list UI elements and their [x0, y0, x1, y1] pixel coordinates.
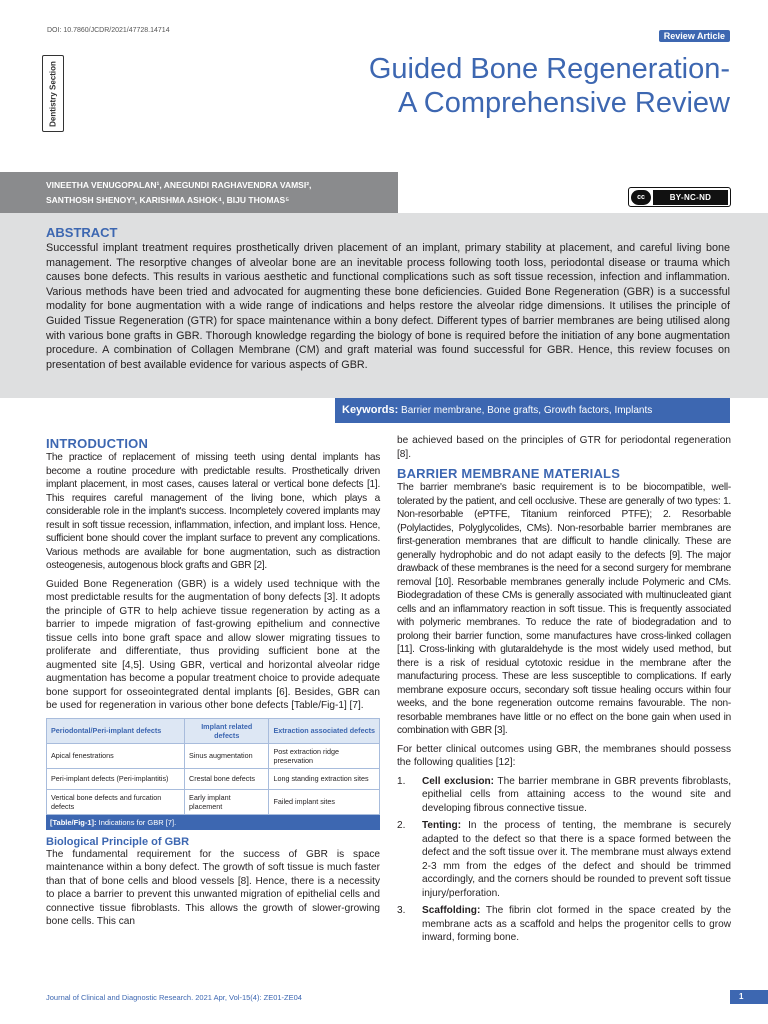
table-cell: Failed implant sites [269, 789, 380, 814]
list-term: Scaffolding: [422, 905, 481, 916]
list-number: 3. [397, 905, 406, 916]
barrier-membrane-heading: BARRIER MEMBRANE MATERIALS [397, 466, 621, 481]
keywords-text: Barrier membrane, Bone grafts, Growth factors, Implants [398, 405, 653, 416]
table-header-cell: Extraction associated defects [269, 718, 380, 743]
table-row [47, 768, 380, 789]
list-number: 1. [397, 775, 406, 787]
journal-footer: Journal of Clinical and Diagnostic Research. 2021 Apr, Vol-15(4): ZE01-ZE04 [46, 993, 302, 1002]
list-item [397, 775, 731, 816]
authors-line-2: SANTHOSH SHENOY³, KARISHMA ASHOK⁴, BIJU THOMAS⁵ [46, 195, 290, 205]
continued-paragraph: be achieved based on the principles of GTR for periodontal regeneration [8]. [397, 435, 731, 460]
article-title [270, 52, 730, 120]
table-cell: Apical fenestrations [47, 743, 185, 768]
page-number: 1 [730, 990, 768, 1004]
cc-logo-icon: cc [631, 190, 651, 205]
table-cell: Post extraction ridge preservation [269, 743, 380, 768]
list-text: In the process of tenting, the membrane is securely adapted to the defect so that there is a space formed between the defect and the soft tissue over it. The membrane must always extend 2-3 mm from the edges of the defect and should be trimmed accordingly, and the corners should be rounded to prevent soft tissue injury/perforation. [422, 820, 731, 899]
biological-principle-text: The fundamental requirement for the success of GBR is space maintenance within a bony defect. The growth of soft tissue is much faster than that of bone cells and blood vessels [8]. Hence, there is a necessity to place a barrier to prevent this unwanted migration of epithelial cells and connective tissue fibroblasts. This allows the growth of slower-growing bone cells. This can [46, 848, 380, 927]
list-number: 2. [397, 820, 406, 831]
introduction-paragraph-1: The practice of replacement of missing teeth using dental implants has become a routine procedure with predictable results. Prosthetically driven implant placement, in most cases, causes lateral or vertical bone defects [1]. This requires careful management of the living bone, which plays a considerable role in the implant's success. Incompletely covered implants may result in soft tissue recession, inflammation, infection, and implant loss. Hence, sufficient bone should cover the implant surface to prevent any complications. Various methods are available for bone augmentation, such as distraction osteogenesis, autogenous block grafts and GBR [2]. [46, 452, 380, 571]
biological-principle-heading: Biological Principle of GBR [46, 835, 190, 848]
keywords-label: Keywords: [342, 404, 399, 416]
right-column [397, 434, 731, 949]
keywords-row [0, 398, 768, 423]
list-term: Tenting: [422, 820, 462, 831]
section-tab [42, 55, 64, 132]
table-cell: Long standing extraction sites [269, 768, 380, 789]
left-column [46, 434, 380, 934]
abstract-section [0, 213, 768, 398]
table-cell: Crestal bone defects [185, 768, 269, 789]
table-cell: Peri-implant defects (Peri-implantitis) [47, 768, 185, 789]
introduction-heading: INTRODUCTION [46, 436, 149, 451]
table-header-cell: Periodontal/Peri-implant defects [47, 718, 185, 743]
introduction-paragraph-2: Guided Bone Regeneration (GBR) is a widely used technique with the most predictable results for the augmentation of bony defects [3]. It adopts the principle of GTR to help achieve tissue regeneration by acting as a barrier to impede migration of fast-growing epithelium and connective tissue cells into bone graft space and allow slower migrating tissues to proliferate and differentiate, thus providing sufficient bone at the augmented site [4,5]. Using GBR, vertical and horizontal alveolar ridge augmentation has become a popular treatment choice to provide adequate bone support for osseointegrated dental implants [6]. Besides, GBR can be used for regeneration in various other bone defects [Table/Fig-1] [7]. [46, 578, 380, 711]
table-caption-label: [Table/Fig-1]: [50, 817, 97, 827]
membrane-qualities-list [397, 775, 731, 945]
table-header-row [47, 718, 380, 743]
authors-bar [0, 172, 398, 213]
abstract-text: Successful implant treatment requires prosthetically driven placement of an implant, primary stability at placement, and careful living bone management. The resorptive changes of alveolar bone are an inevitable process following tooth loss, periodontal disease or trauma which causes bone defects. This results in various aesthetic and functional complications such as soft tissue recession, infection and inflammation. Various methods have been tried and advocated for augmenting these bone deficiencies. Guided Bone Regeneration (GBR) is a successful modality for bone augmentation with a wide range of indications and helps restore the alveolar ridge dimensions. It utilises the principle of Guided Tissue Regeneration (GTR) for space maintenance within a bony defect. Different types of barrier membranes are being utilised along with various bone grafts in GBR. Thorough knowledge regarding the biology of bone is required before the initiation of any bone augmentation procedure. A combination of Collagen Membrane (CM) and graft material was found successful for GBR. Hence, this review focuses on presentation of best available evidence for various aspects of GBR. [46, 242, 730, 371]
title-line-1: Guided Bone Regeneration- [368, 53, 730, 85]
list-term: Cell exclusion: [422, 775, 495, 787]
table-row [47, 789, 380, 814]
title-line-2: A Comprehensive Review [397, 87, 730, 119]
keywords-bar [335, 398, 730, 423]
article-type-badge: Review Article [659, 30, 730, 42]
qualities-intro: For better clinical outcomes using GBR, the membranes should possess the following qualities [12]: [397, 743, 731, 768]
table-caption [46, 815, 380, 830]
table-row [47, 743, 380, 768]
doi-text: DOI: 10.7860/JCDR/2021/47728.14714 [47, 27, 170, 34]
list-text: The barrier membrane in GBR prevents fibroblasts, epithelial cells from attaining access to the wound site and developing fibrous connective tissue. [422, 775, 731, 814]
list-item [397, 904, 731, 945]
barrier-membrane-paragraph: The barrier membrane's basic requirement is to be biocompatible, well-tolerated by the patient, and cell occlusive. These are generally of two types: 1. Non-resorbable (ePTFE, Titanium reinforced PTFE); 2. Resorbable (Polylactides, Polyglycolides, CMs). Non-resorbable barrier membranes are first-generation membranes that are difficult to handle clinically. These are generally hydrophobic and do not adapt easily to the defects [9]. The major drawback of these membranes is the need for a second surgery for membrane removal [10]. Resorbable membranes generally include Polymeric and CMs. Biodegradation of these CMs is generally associated with multinucleated giant cells and an inflammatory reaction in soft tissue. This is frequently associated with polymeric membranes. To reduce the rate of biodegradation and to prolong their barrier function, some manufactures have cross-linked collagen [11]. Cross-linking with glutaraldehyde is the most widely used method, but there is a risk of residual cytotoxic residue in the membrane after the manufacturing process. These are less susceptible to complications. If early membrane exposure occurs, secondary soft tissue healing occurs within four weeks, and the bone regeneration outcome remains favourable. The non-resorbable membranes have little or no effect on the bone gain when used in combination with GBR [3]. [397, 482, 731, 736]
table-caption-text: Indications for GBR [7]. [96, 817, 177, 827]
authors-line-1: VINEETHA VENUGOPALAN¹, ANEGUNDI RAGHAVENDRA VAMSI², [46, 180, 312, 190]
table-cell: Vertical bone defects and furcation defects [47, 789, 185, 814]
list-text: The fibrin clot formed in the space created by the membrane acts as a scaffold and helps the progenitor cells to grow inward, forming bone. [422, 905, 731, 943]
table-header-cell: Implant related defects [185, 718, 269, 743]
table-cell: Early implant placement [185, 789, 269, 814]
list-item [397, 819, 731, 900]
indications-table [46, 718, 380, 815]
creative-commons-license-badge[interactable] [628, 187, 731, 207]
table-cell: Sinus augmentation [185, 743, 269, 768]
license-terms: BY-NC-ND [653, 190, 728, 205]
abstract-heading: ABSTRACT [46, 225, 118, 240]
section-label: Dentistry Section [48, 60, 58, 127]
